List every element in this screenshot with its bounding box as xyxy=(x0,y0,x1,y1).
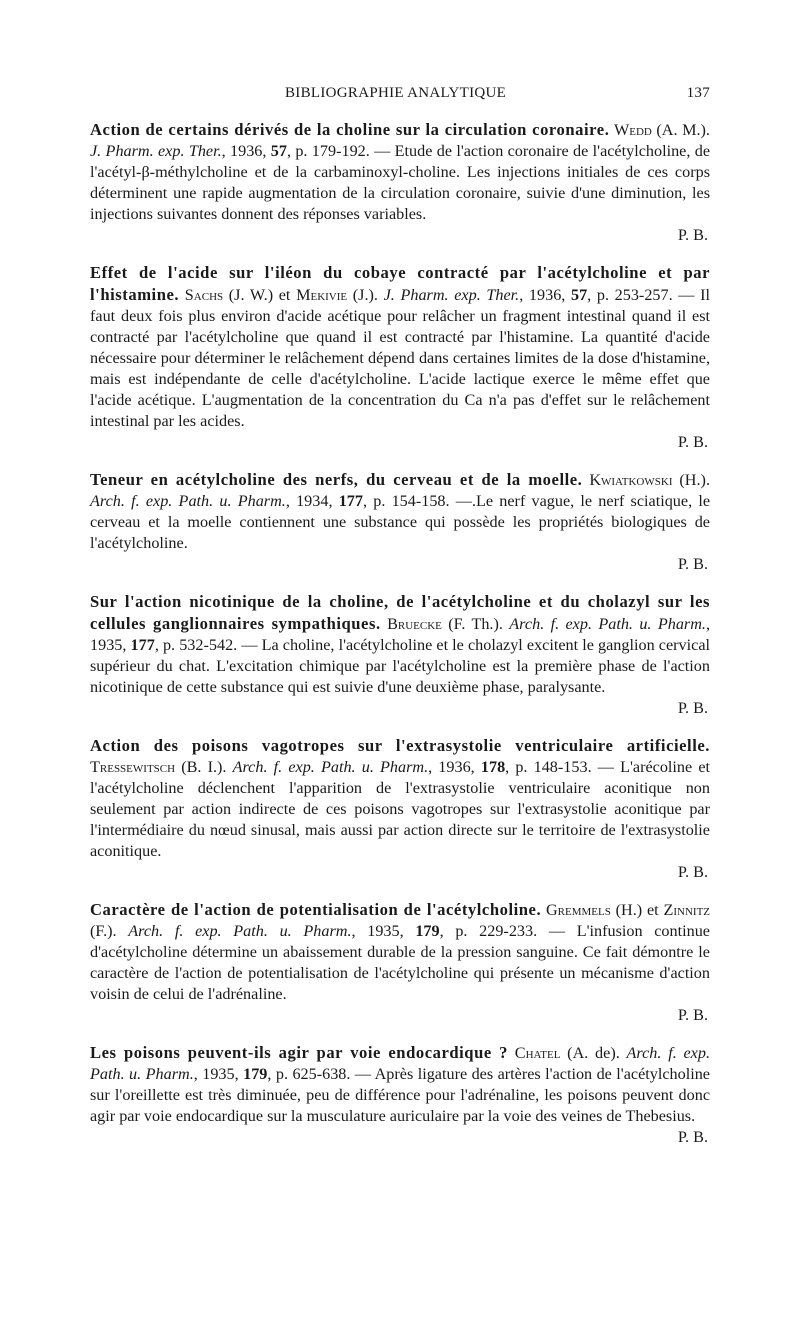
entry-title: Sur l'action nicotinique de la choline, de l'acétylcholine et du cholazyl sur les cellules ganglionnaires sympathiques. xyxy=(90,592,710,633)
entry-journal: Arch. f. exp. Path. u. Pharm. xyxy=(90,492,286,510)
entry-abstract: Etude de l'action coronaire de l'acétylcholine, de l'acétyl-β-méthylcholine et de la carbaminoxyl-choline. Les injections initiales de ces corps déterminent une rapide augmentation de la circulation coronaire, suivie d'une diminution, les injections suivantes donnent des réponses variables. xyxy=(90,142,711,223)
entry-journal: Arch. f. exp. Path. u. Pharm. xyxy=(509,615,706,633)
entry-volume: 177 xyxy=(130,636,155,654)
entry-author-initials: (F. Th.). xyxy=(441,615,510,633)
entry-author: Kwiatkowski xyxy=(589,471,673,489)
entry-abstract: La choline, l'acétylcholine et le cholazyl excitent le ganglion cervical supérieur du chat. L'excitation chimique par l'acétylcholine est la première phase de l'action nicotinique de cette substance qui est suivie d'une deuxième phase, paralysante. xyxy=(90,636,710,696)
entry-abstract: Il faut deux fois plus environ d'acide acétique pour relâcher un fragment intestinal quand il est contracté par l'acétylcholine que quand il est contracté par l'histamine. La quantité d'acide nécessaire pour déterminer le relâchement dépend dans certaines limites de la dose d'histamine, mais est indépendante de celle d'acétylcholine. L'acide lactique exerce le même effet que l'acide acétique. L'augmentation de la concentration du Ca n'a pas d'effet sur le relâchement intestinal par les acides. xyxy=(90,286,711,430)
entry-author-2-initials: (F.). xyxy=(90,922,129,940)
entry-year: , 1935, xyxy=(193,1065,244,1083)
entry-signature: P. B. xyxy=(677,699,708,717)
entry-author-initials: (B. I.). xyxy=(175,758,233,776)
entry-title: Caractère de l'action de potentialisation de l'acétylcholine. xyxy=(90,900,542,919)
entry-title: Action de certains dérivés de la choline sur la circulation coronaire. xyxy=(90,120,610,139)
entry-journal: Arch. f. exp. Path. u. Pharm. xyxy=(128,922,352,940)
entry-signature: P. B. xyxy=(677,863,708,881)
entry-volume: 179 xyxy=(415,922,440,940)
entry-author: Wedd xyxy=(613,121,652,139)
entry-author: Bruecke xyxy=(387,615,442,633)
entry-title: Effet de l'acide sur l'iléon du cobaye contracté par l'acétylcholine et par l'histamine. xyxy=(90,263,710,304)
entry-volume: 57 xyxy=(570,286,588,304)
entry-title: Action des poisons vagotropes sur l'extrasystolie ventriculaire artificielle. xyxy=(90,736,710,755)
entry-journal: Arch. f. exp. Path. u. Pharm. xyxy=(90,1044,711,1083)
entry-signature: P. B. xyxy=(677,433,708,451)
entry-abstract: L'arécoline et l'acétylcholine déclenchent l'apparition de l'extrasystolie ventriculaire aconitique non seulement par action indirecte de ces poisons vagotropes sur l'extrasystolie aconitique par l'intermédiaire du nœud sinusal, mais aussi par action directe sur le territoire de l'extrasystolie aconitique. xyxy=(90,758,711,860)
entry-volume: 179 xyxy=(243,1065,268,1083)
entry-author-initials: (H.) et xyxy=(610,901,664,919)
entry-author: Sachs xyxy=(184,286,224,304)
entry-author-initials: (J. W.) et xyxy=(223,286,297,304)
entry-signature: P. B. xyxy=(677,226,708,244)
entry-pages: , p. 154-158. — xyxy=(362,492,472,510)
bibliography-entry xyxy=(90,469,710,575)
entry-author: Gremmels xyxy=(545,901,611,919)
entry-journal: J. Pharm. exp. Ther. xyxy=(383,286,520,304)
entry-author-initials: (A. M.). xyxy=(651,121,710,139)
running-head xyxy=(90,85,710,109)
bibliography-entry xyxy=(90,591,710,719)
page-number: 137 xyxy=(686,85,710,101)
page xyxy=(90,85,710,1164)
entry-author-2-initials: (J.). xyxy=(347,286,384,304)
entry-abstract: .Le nerf vague, le nerf sciatique, le cerveau et la moelle contiennent une substance qui possède les propriétés biologiques de l'acétylcholine. xyxy=(90,492,711,552)
entry-journal: Arch. f. exp. Path. u. Pharm. xyxy=(232,758,429,776)
entry-abstract: L'infusion continue d'acétylcholine détermine un abaissement durable de la pression sanguine. Ce fait démontre le caractère de l'action de potentialisation de l'acétylcholine qui présente un mécanisme d'action voisin de celui de l'adrénaline. xyxy=(90,922,710,1003)
bibliography-entries xyxy=(90,119,710,1148)
entry-pages: , p. 179-192. — xyxy=(286,142,395,160)
entry-year: , 1935, xyxy=(90,615,711,654)
entry-title: Les poisons peuvent-ils agir par voie endocardique ? xyxy=(90,1043,509,1062)
entry-journal: J. Pharm. exp. Ther. xyxy=(90,142,222,160)
entry-pages: , p. 532-542. — xyxy=(154,636,262,654)
entry-year: , 1935, xyxy=(351,922,416,940)
entry-abstract: Après ligature des artères l'action de l'acétylcholine sur l'oreillette est très diminuée, peu de différence pour l'adrénaline, les poisons peuvent donc agir par voie endocardique sur la musculature auriculaire par la voie des veines de Thebesius. xyxy=(90,1065,710,1125)
entry-author-2: Zinnitz xyxy=(663,901,711,919)
entry-signature: P. B. xyxy=(677,555,708,573)
bibliography-entry xyxy=(90,262,710,453)
entry-pages: , p. 625-638. — xyxy=(267,1065,375,1083)
bibliography-entry xyxy=(90,1042,710,1148)
entry-volume: 177 xyxy=(338,492,363,510)
bibliography-entry xyxy=(90,899,710,1026)
entry-author: Chatel xyxy=(514,1044,561,1062)
entry-author-2: Mekivie xyxy=(296,286,348,304)
entry-year: , 1936, xyxy=(428,758,481,776)
entry-author-initials: (A. de). xyxy=(560,1044,627,1062)
entry-year: , 1936, xyxy=(519,286,571,304)
entry-pages: , p. 148-153. — xyxy=(505,758,621,776)
entry-title: Teneur en acétylcholine des nerfs, du cerveau et de la moelle. xyxy=(90,470,583,489)
bibliography-entry xyxy=(90,735,710,883)
entry-year: , 1934, xyxy=(285,492,339,510)
entry-pages: , p. 229-233. — xyxy=(439,922,577,940)
entry-pages: , p. 253-257. — xyxy=(587,286,701,304)
entry-volume: 178 xyxy=(480,758,506,776)
entry-year: , 1936, xyxy=(221,142,271,160)
entry-signature: P. B. xyxy=(677,1128,708,1146)
entry-author-initials: (H.). xyxy=(672,471,710,489)
entry-author: Tressewitsch xyxy=(90,758,176,776)
running-title: BIBLIOGRAPHIE ANALYTIQUE xyxy=(285,85,507,101)
entry-signature: P. B. xyxy=(677,1006,708,1024)
bibliography-entry xyxy=(90,119,710,246)
entry-volume: 57 xyxy=(270,142,287,160)
